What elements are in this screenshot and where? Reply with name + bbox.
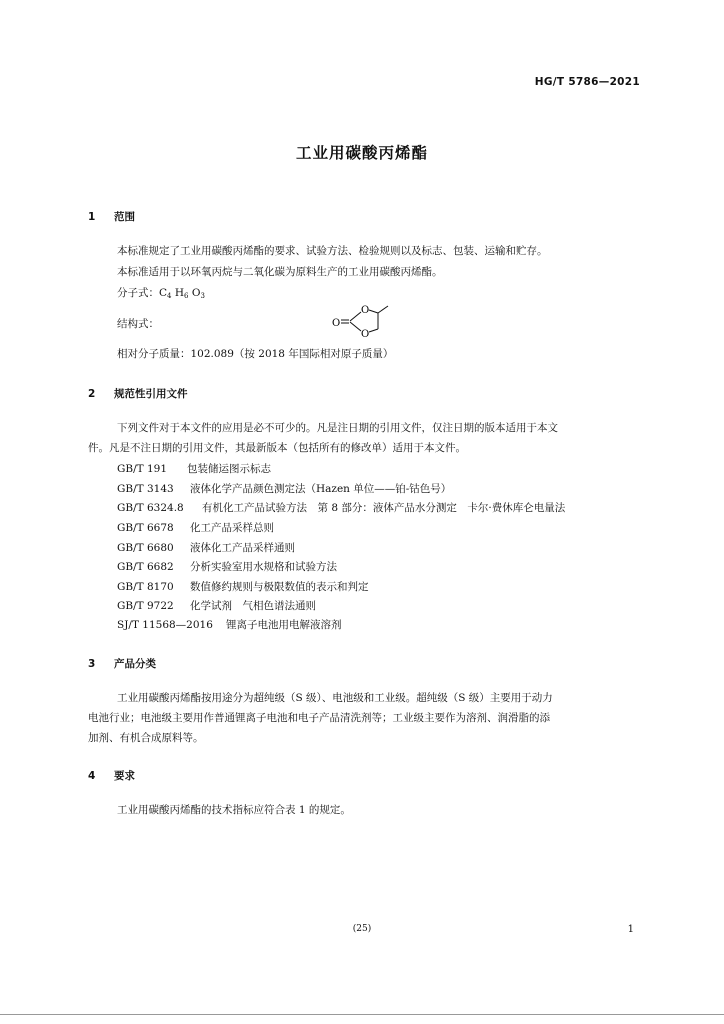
section-title: 产品分类 — [114, 658, 156, 670]
reference-title: 液体化工产品采样通则 — [190, 542, 295, 554]
section-heading-normative-references — [88, 386, 188, 401]
standard-code: HG/T 5786—2021 — [534, 76, 640, 88]
section-heading-classification — [88, 656, 156, 671]
section-number: 4 — [88, 770, 96, 782]
reference-item — [117, 481, 451, 496]
section-number: 2 — [88, 388, 96, 400]
ring-bond — [369, 329, 378, 332]
reference-code: GB/T 8170 — [117, 581, 174, 593]
formula-oxygen: O — [191, 287, 201, 299]
reference-item — [117, 540, 295, 555]
requirements-paragraph: 工业用碳酸丙烯酯的技术指标应符合表 1 的规定。 — [117, 804, 351, 816]
reference-item — [117, 461, 271, 476]
reference-item — [117, 559, 337, 574]
formula-hydrogen: H — [174, 287, 185, 299]
page-number: 1 — [627, 924, 634, 935]
reference-title: 数值修约规则与极限数值的表示和判定 — [190, 581, 369, 593]
reference-code: GB/T 6678 — [117, 522, 174, 534]
normative-intro-line-1: 下列文件对于本文件的应用是必不可少的。凡是注日期的引用文件，仅注日期的版本适用于本文 — [117, 422, 558, 434]
reference-item — [117, 617, 342, 632]
formula-oxygen-count: 3 — [200, 292, 205, 300]
molecular-mass: 相对分子质量：102.089（按 2018 年国际相对原子质量） — [117, 348, 394, 360]
scope-paragraph-1: 本标准规定了工业用碳酸丙烯酯的要求、试验方法、检验规则以及标志、包装、运输和贮存。 — [117, 245, 548, 257]
reference-item — [117, 520, 274, 535]
methyl-bond — [378, 306, 388, 313]
reference-title: 化工产品采样总则 — [190, 522, 274, 534]
reference-title: 分析实验室用水规格和试验方法 — [190, 561, 337, 573]
ring-bond — [369, 310, 378, 313]
formula-hydrogen-count: 6 — [184, 292, 189, 300]
section-number: 3 — [88, 658, 96, 670]
reference-title: 锂离子电池用电解液溶剂 — [226, 619, 342, 631]
molecular-formula — [117, 286, 205, 303]
structure-label: 结构式： — [117, 318, 159, 330]
classification-line-1: 工业用碳酸丙烯酯按用途分为超纯级（S 级）、电池级和工业级。超纯级（S 级）主要用于动力 — [117, 692, 553, 704]
scope-paragraph-2: 本标准适用于以环氧丙烷与二氧化碳为原料生产的工业用碳酸丙烯酯。 — [117, 266, 443, 278]
reference-code: GB/T 6680 — [117, 542, 174, 554]
reference-code: GB/T 191 — [117, 463, 168, 475]
formula-carbon-count: 4 — [167, 292, 172, 300]
section-number: 1 — [88, 211, 96, 223]
section-title: 要求 — [114, 770, 135, 782]
section-heading-requirements — [88, 768, 135, 783]
section-title: 规范性引用文件 — [114, 388, 188, 400]
reference-item — [117, 500, 565, 515]
reference-code: SJ/T 11568—2016 — [117, 619, 213, 631]
classification-line-3: 加剂、有机合成原料等。 — [88, 732, 204, 744]
ring-bond — [350, 322, 361, 331]
reference-title: 液体化学产品颜色测定法（Hazen 单位——铂-钴色号） — [190, 483, 452, 495]
page-marker: (25) — [352, 924, 372, 934]
classification-line-2: 电池行业；电池级主要用作普通锂离子电池和电子产品清洗剂等；工业级主要作为溶剂、润滑脂的添 — [88, 712, 550, 724]
reference-item — [117, 598, 316, 613]
reference-code: GB/T 6682 — [117, 561, 174, 573]
ring-oxygen-bottom: O — [361, 329, 370, 340]
document-title: 工业用碳酸丙烯酯 — [295, 144, 428, 162]
carbonyl-oxygen: O — [332, 318, 341, 329]
formula-label: 分子式： — [117, 287, 159, 299]
reference-item — [117, 579, 369, 594]
section-title: 范围 — [114, 211, 135, 223]
ring-bond — [350, 312, 361, 321]
section-heading-scope — [88, 209, 135, 224]
reference-title: 包装储运图示标志 — [187, 463, 271, 475]
formula-carbon: C — [159, 287, 168, 299]
reference-code: GB/T 9722 — [117, 600, 174, 612]
reference-code: GB/T 6324.8 — [117, 502, 184, 514]
ring-oxygen-top: O — [361, 305, 370, 316]
reference-title: 化学试剂 气相色谱法通则 — [190, 600, 316, 612]
reference-code: GB/T 3143 — [117, 483, 174, 495]
structural-formula-diagram — [330, 301, 410, 341]
normative-intro-line-2: 件。凡是不注日期的引用文件，其最新版本（包括所有的修改单）适用于本文件。 — [88, 442, 466, 454]
reference-title: 有机化工产品试验方法 第 8 部分：液体产品水分测定 卡尔·费休库仑电量法 — [202, 502, 566, 514]
bottom-rule — [0, 1014, 724, 1015]
